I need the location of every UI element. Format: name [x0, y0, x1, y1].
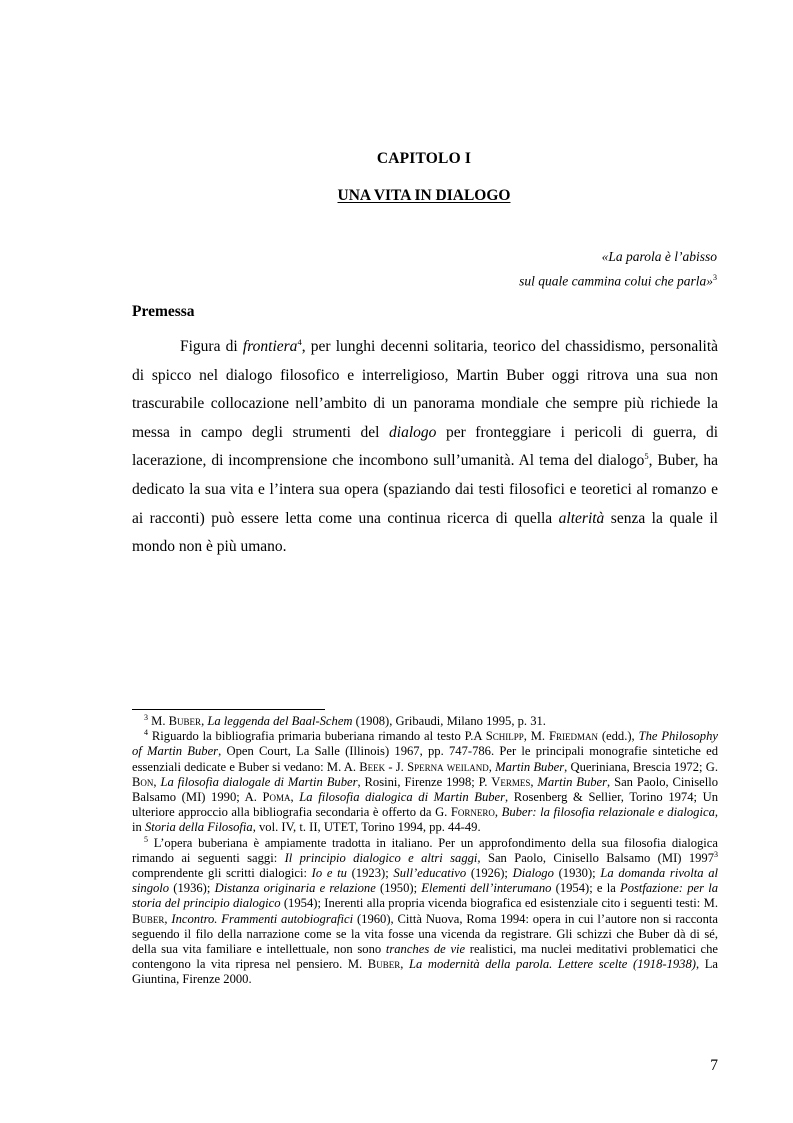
fn-title: Buber: la filosofia relazionale e dialogica	[501, 805, 715, 820]
fn-author: Beek	[359, 759, 386, 774]
fn-text: (1923);	[346, 866, 394, 881]
fn-text: (edd.),	[597, 729, 639, 744]
paragraph-text-5: senza la quale il mondo non è più umano.	[132, 509, 718, 556]
fn-author: Buber	[367, 957, 401, 972]
epigraph-line-1: «La parola è l’abisso	[601, 249, 717, 264]
footnote-ref-5[interactable]: 5	[644, 451, 649, 462]
fn-title: Elementi dell’interumano	[421, 881, 552, 896]
fn-text: (1930);	[553, 866, 601, 881]
fn-title: Io e tu	[311, 866, 347, 881]
chapter-label: CAPITOLO I	[376, 150, 472, 167]
footnote-ref-4[interactable]: 4	[297, 336, 302, 347]
fn-text: (1954); Inerenti alla propria vicenda biografica ed esistenziale cito i seguenti testi: M.	[280, 896, 718, 911]
emphasis-dialogo: dialogo	[389, 423, 437, 441]
fn-text: , in	[132, 805, 719, 835]
fn-text: , M.	[523, 729, 549, 744]
fn-author: Poma	[262, 790, 291, 805]
fn-text: ,	[494, 805, 502, 820]
chapter-title: UNA VITA IN DIALOGO	[337, 187, 511, 204]
body-paragraph	[132, 333, 718, 562]
fn-title: La filosofia dialogica di Martin Buber	[299, 790, 506, 805]
fn-title: The Philosophy of Martin Buber	[132, 729, 718, 759]
page-number: 7	[710, 1057, 718, 1074]
fn-author: Buber	[132, 911, 165, 926]
epigraph-line-2	[317, 267, 717, 292]
fn-text: realistici, ma nuclei meditativi problematici che contengono la vita ripresa nel pensiero. M.	[132, 942, 718, 972]
fn-text: , Rosenberg & Sellier, Torino 1974; Un ulteriore approccio alla bibliografia secondaria è offerto da G.	[132, 790, 719, 820]
footnote-4	[132, 729, 718, 835]
fn-text: (1950);	[375, 881, 422, 896]
fn-title: tranches de vie	[385, 942, 466, 957]
fn-author: Vermes	[491, 774, 531, 789]
emphasis-alterita: alterità	[558, 509, 605, 527]
paragraph-text-3: per fronteggiare i pericoli di guerra, di lacerazione, di incomprensione che incombono sull’umanità. Al tema del dialogo	[132, 423, 718, 470]
fn-title: La domanda rivolta al singolo	[132, 866, 718, 896]
epigraph	[317, 246, 717, 292]
fn-text: ,	[530, 774, 538, 789]
fn-title: Storia della Filosofia	[144, 820, 253, 835]
footnote-number: 5	[144, 834, 148, 844]
fn-title: Incontro. Frammenti autobiografici	[171, 911, 354, 926]
fn-text: ,	[153, 774, 161, 789]
fn-text: ,	[400, 957, 409, 972]
fn-text: ,	[201, 714, 208, 728]
fn-author: Sperna weiland	[407, 759, 489, 774]
fn-title: Distanza originaria e relazione	[214, 881, 376, 896]
fn-text: (1908), Gribaudi, Milano 1995, p. 31.	[352, 714, 546, 728]
fn-title: Sull’educativo	[393, 866, 467, 881]
fn-text: , La Giuntina, Firenze 2000.	[132, 957, 719, 987]
paragraph-text-4: , Buber, ha dedicato la sua vita e l’intera sua opera (spaziando dai testi filosofici e teoretici al romanzo e ai racconti) può essere letta come una continua ricerca di quella	[132, 452, 719, 527]
fn-text: San Paolo, Cinisello Balsamo (MI) 1997	[480, 850, 715, 865]
paragraph-text-2: , per lunghi decenni solitaria, teorico del chassidismo, personalità di spicco nel dialogo filosofico e interreligioso, Martin Buber oggi ritrova una sua non trascurabile collocazione nell’ambito di un panorama mondiale che sempre più richiede la messa in campo degli strumenti del	[132, 338, 718, 441]
fn-title: Martin Buber	[537, 774, 608, 789]
footnote-number: 3	[144, 712, 148, 722]
emphasis-frontiera: frontiera	[242, 338, 298, 355]
footnote-5	[132, 836, 718, 988]
fn-text: Riguardo la bibliografia primaria buberiana rimando al testo P.A	[148, 729, 486, 744]
fn-author: Schilpp	[485, 729, 524, 744]
fn-title: La modernità della parola. Lettere scelte (1918-1938)	[408, 957, 696, 972]
fn-title: Postfazione: per la storia del principio dialogico	[132, 881, 718, 911]
fn-text: , vol. IV, t. II, UTET, Torino 1994, pp. 44-49.	[252, 820, 481, 835]
fn-text: L’opera buberiana è ampiamente tradotta in italiano. Per un approfondimento della sua filosofia dialogica rimando ai seguenti saggi:	[132, 835, 718, 865]
fn-text: ,	[290, 790, 300, 805]
fn-text: , Open Court, La Salle (Illinois) 1967, pp. 747-786. Per le principali monografie sintetiche ed essenziali dedicate e Buber si vedano: M. A.	[132, 744, 718, 774]
fn-author: Friedman	[548, 729, 598, 744]
fn-author: Buber	[168, 714, 202, 728]
footnotes	[132, 714, 718, 988]
fn-title: La filosofia dialogale di Martin Buber	[160, 774, 358, 789]
fn-text: , San Paolo, Cinisello Balsamo (MI) 1990; A.	[132, 774, 719, 805]
edition-superscript: 3	[714, 849, 719, 859]
fn-text: - J.	[385, 759, 408, 774]
fn-text: (1960), Città Nuova, Roma 1994: opera in cui l’autore non si racconta seguendo il filo della narrazione come se la vita fosse una vicenda da registrare. Gli schizzi che Buber dà di sé, della sua vita familiare e intellettuale, non sono	[132, 911, 718, 957]
fn-text: comprendente gli scritti dialogici:	[132, 866, 312, 881]
fn-text: ,	[488, 759, 496, 774]
fn-title: La leggenda del Baal-Schem	[207, 714, 353, 728]
footnote-number: 4	[144, 728, 148, 738]
paragraph-text-1: Figura di	[180, 338, 243, 355]
fn-title: Dialogo	[512, 866, 554, 881]
fn-title: Martin Buber	[495, 759, 565, 774]
footnote-3	[132, 714, 718, 729]
footnote-separator	[132, 709, 325, 710]
fn-text: , Queriniana, Brescia 1972; G.	[564, 759, 718, 774]
epigraph-line-2-text: sul quale cammina colui che parla»	[519, 273, 713, 289]
fn-text: ,	[164, 911, 172, 926]
fn-text: (1954); e la	[551, 881, 621, 896]
fn-text: , Rosini, Firenze 1998; P.	[357, 774, 492, 789]
fn-text: M.	[148, 714, 169, 728]
fn-author: Bon	[132, 774, 154, 789]
fn-text: (1926);	[466, 866, 513, 881]
section-heading: Premessa	[132, 303, 195, 320]
footnote-ref-3[interactable]: 3	[713, 273, 717, 282]
fn-text: (1936);	[169, 881, 215, 896]
fn-author: Fornero	[450, 805, 495, 820]
fn-title: Il principio dialogico e altri saggi,	[284, 850, 481, 865]
